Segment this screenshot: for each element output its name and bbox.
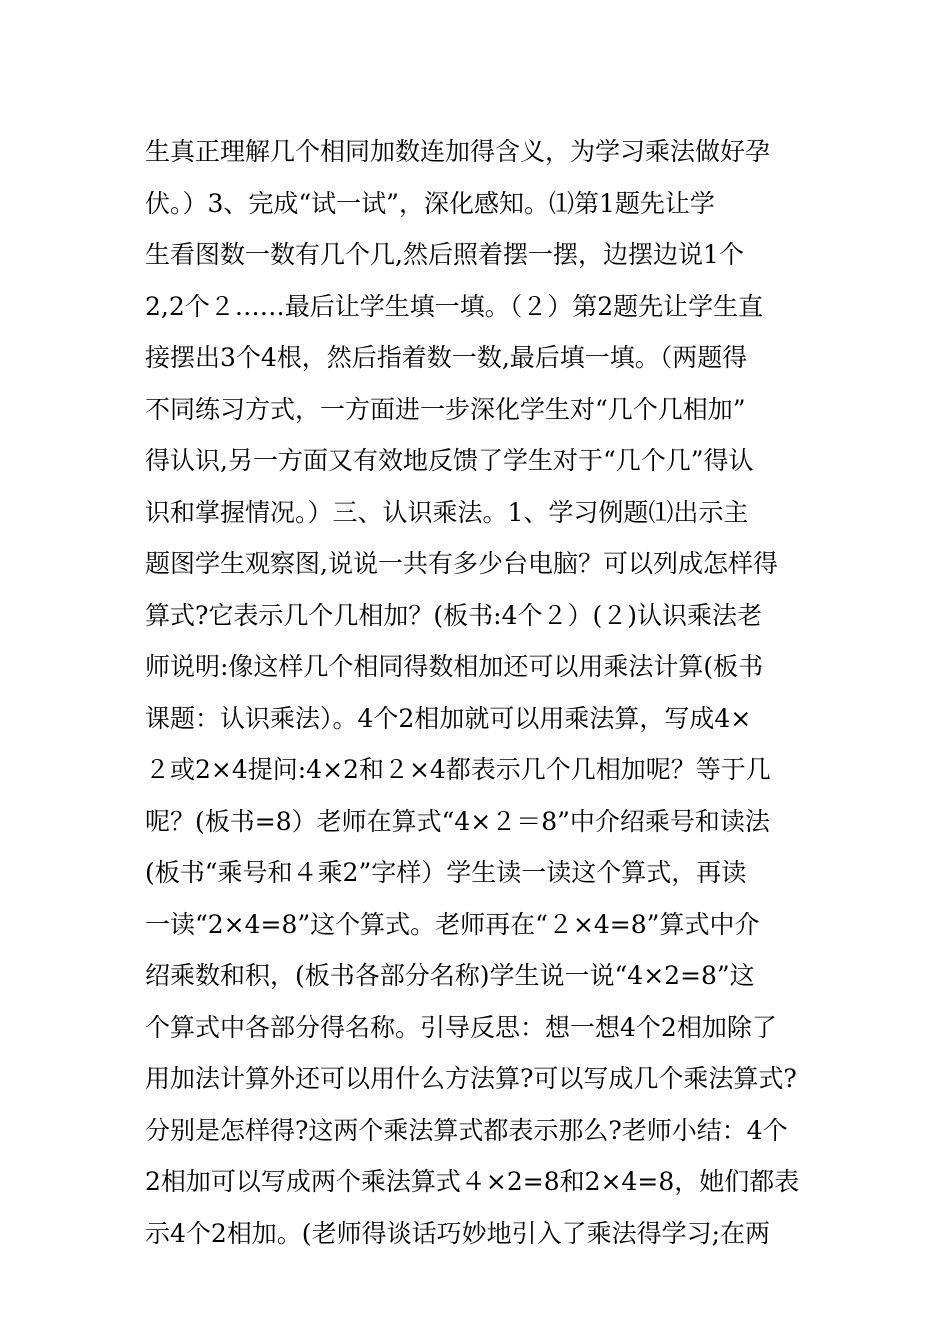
text-line: 不同练习方式，一方面进一步深化学生对“几个几相加” (145, 394, 746, 424)
text-line: 接摆出3个4根，然后指着数一数,最后填一填。（两题得 (145, 343, 748, 372)
text-line: 伏。）3、完成“试一试”，深化感知。⑴第1题先让学 (145, 188, 715, 218)
text-line: 个算式中各部分得名称。引导反思：想一想4个2相加除了 (145, 1012, 777, 1042)
text-line: 2相加可以写成两个乘法算式４×2=8和2×4=8，她们都表 (145, 1167, 800, 1196)
text-line: 师说明:像这样几个相同得数相加还可以用乘法计算(板书 (145, 652, 764, 681)
text-line: 生真正理解几个相同加数连加得含义，为学习乘法做好孕 (145, 137, 771, 166)
text-line: 分别是怎样得?这两个乘法算式都表示那么?老师小结：4个 (145, 1115, 788, 1145)
text-line: 题图学生观察图,说说一共有多少台电脑？可以列成怎样得 (145, 549, 778, 578)
text-line: 得认识,另一方面又有效地反馈了学生对于“几个几”得认 (145, 446, 754, 475)
text-line: 绍乘数和积，(板书各部分名称)学生说一说“4×2=8”这 (145, 961, 755, 990)
text-line: 用加法计算外还可以用什么方法算?可以写成几个乘法算式? (145, 1064, 797, 1093)
text-line: 2,2个２……最后让学生填一填。（２）第2题先让学生直 (145, 291, 764, 321)
text-line: 课题：认识乘法）。4个2相加就可以用乘法算，写成4× (145, 703, 752, 733)
text-line: 一读“2×4=8”这个算式。老师再在“２×4=8”算式中介 (145, 909, 760, 939)
text-line: (板书“乘号和４乘2”字样）学生读一读这个算式，再读 (145, 858, 747, 887)
text-line: 示4个2相加。(老师得谈话巧妙地引入了乘法得学习;在两 (145, 1218, 770, 1248)
body-text (145, 126, 815, 1259)
text-line: 算式?它表示几个几相加？(板书:4个２）(２)认识乘法老 (145, 600, 762, 630)
text-line: 呢？(板书=8）老师在算式“4×２＝8”中介绍乘号和读法 (145, 806, 770, 836)
text-line: 识和掌握情况。）三、认识乘法。1、学习例题⑴出示主 (145, 497, 749, 527)
text-line: 生看图数一数有几个几,然后照着摆一摆，边摆边说1个 (145, 240, 744, 269)
text-line: ２或2×4提问:4×2和２×4都表示几个几相加呢？等于几 (145, 755, 771, 784)
